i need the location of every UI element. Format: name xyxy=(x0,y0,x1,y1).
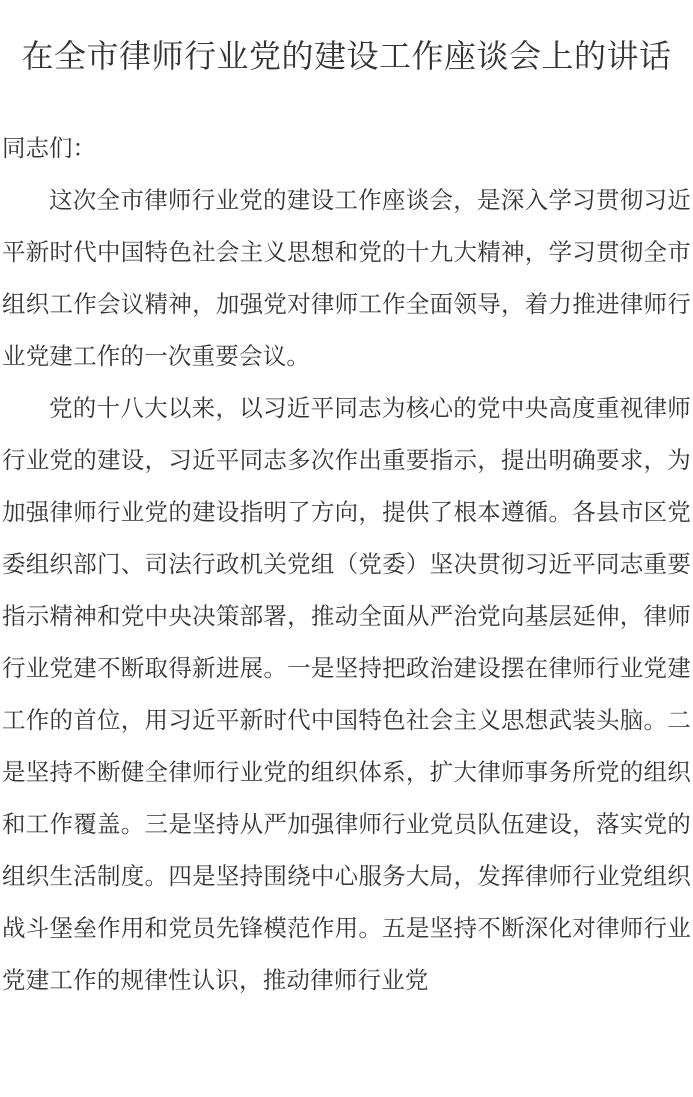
paragraph-2: 党的十八大以来，以习近平同志为核心的党中央高度重视律师行业党的建设，习近平同志多次作出重要指示，提出明确要求，为加强律师行业党的建设指明了方向，提供了根本遵循。各县市区党委组织部门、司法行政机关党组（党委）坚决贯彻习近平同志重要指示精神和党中央决策部署，推动全面从严治党向基层延伸，律师行业党建不断取得新进展。一是坚持把政治建设摆在律师行业党建工作的首位，用习近平新时代中国特色社会主义思想武装头脑。二是坚持不断健全律师行业党的组织体系，扩大律师事务所党的组织和工作覆盖。三是坚持从严加强律师行业党员队伍建设，落实党的组织生活制度。四是坚持围绕中心服务大局，发挥律师行业党组织战斗堡垒作用和党员先锋模范作用。五是坚持不断深化对律师行业党建工作的规律性认识，推动律师行业党 xyxy=(2,394,691,994)
paragraph-1: 这次全市律师行业党的建设工作座谈会，是深入学习贯彻习近平新时代中国特色社会主义思想和党的十九大精神，学习贯彻全市组织工作会议精神，加强党对律师工作全面领导，着力推进律师行业党建工作的一次重要会议。 xyxy=(2,186,691,370)
salutation: 同志们： xyxy=(2,134,96,162)
document-title: 在全市律师行业党的建设工作座谈会上的讲话 xyxy=(21,37,672,75)
